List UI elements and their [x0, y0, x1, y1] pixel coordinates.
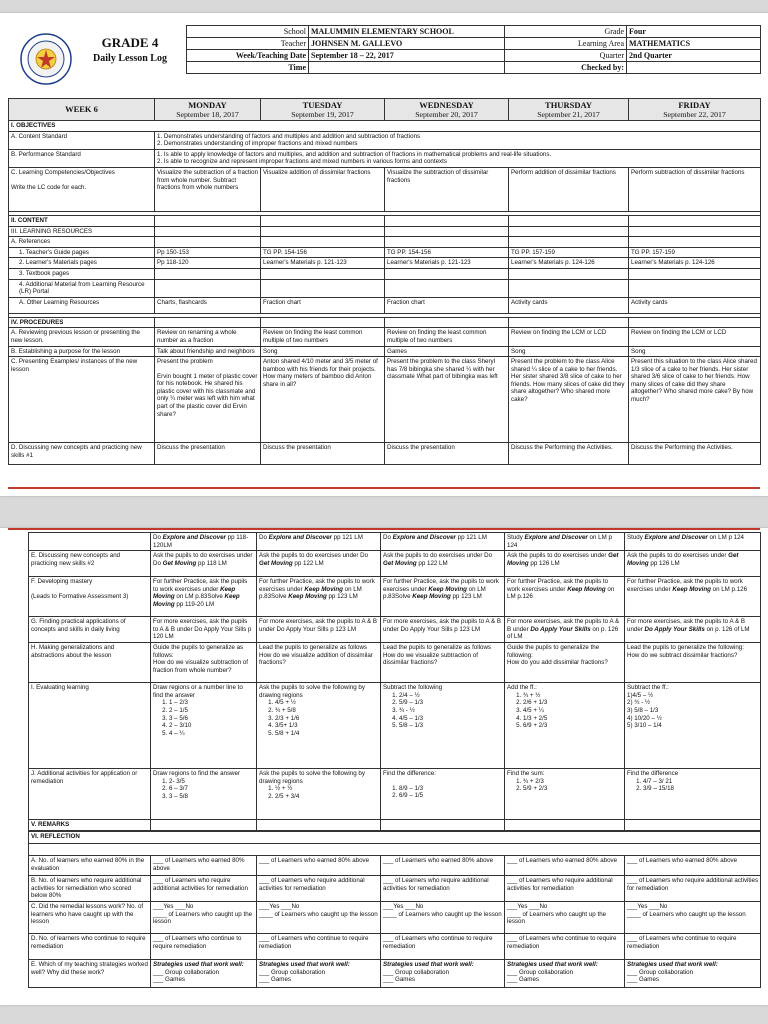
refl-d-monday: ___ of Learners who continue to require remediation — [151, 934, 257, 960]
lm-wednesday: Learner's Materials p. 121-123 — [385, 258, 509, 269]
other-wednesday: Fraction chart — [385, 297, 509, 313]
lesson-log-page-1 — [0, 13, 768, 496]
teacher-label: Teacher — [187, 38, 309, 50]
proc-e-monday: Ask the pupils to do exercises under Do Get Moving pp 118 LM — [151, 551, 257, 577]
proc-f-thursday: For further Practice, ask the pupils to work exercises under Keep Moving on LM p.126 — [505, 577, 625, 617]
log-title: Daily Lesson Log — [93, 53, 167, 64]
checked-label: Checked by: — [505, 62, 627, 74]
checked-value — [627, 62, 761, 74]
header-rule — [8, 528, 760, 530]
refl-b-wednesday: ___ of Learners who require additional activities for remediation — [381, 876, 505, 902]
day-friday: FRIDAY September 22, 2017 — [629, 99, 761, 121]
tg-tuesday: TG PP. 154-156 — [261, 247, 385, 258]
school-label: School — [187, 26, 309, 38]
refl-e-wednesday: Strategies used that work well: ___ Group collaboration ___ Games — [381, 960, 505, 988]
proc-h-thursday: Guide the pupils to generalize the following: How do you add dissimilar fractions? — [505, 643, 625, 683]
proc-b-monday: Talk about friendship and neighbors — [155, 346, 261, 357]
refl-d-wednesday: ___ of Learners who continue to require remediation — [381, 934, 505, 960]
proc-c-monday: Present the problem Ervin bought 1 meter of plastic cover for his notebook. He shared his plastic cover with his classmate and only ¼ meter was left with him what part of the plastic cover did Ervin share? — [155, 357, 261, 443]
refl-c-label: C. Did the remedial lessons work? No. of learners who have caught up with the lesson — [29, 902, 151, 934]
refl-e-tuesday: Strategies used that work well: ___ Group collaboration ___ Games — [257, 960, 381, 988]
refl-b-label: B. No. of learners who require additional activities for remediation who scored below 80% — [29, 876, 151, 902]
tg-wednesday: TG PP. 154-156 — [385, 247, 509, 258]
top-row-friday: Study Explore and Discover on LM p 124 — [625, 533, 761, 551]
proc-j-tuesday: Ask the pupils to solve the following by drawing regions 1. ½ + ½ 2. 2/5 + 3/4 — [257, 769, 381, 831]
references-heading: A. References — [9, 237, 155, 248]
lesson-table-1 — [8, 98, 761, 465]
proc-j-wednesday: Find the difference: 1. 8/9 – 1/3 2. 6/9 – 1/5 — [381, 769, 505, 831]
lm-monday: Pp 118-120 — [155, 258, 261, 269]
refl-a-tuesday: ___ of Learners who earned 80% above — [257, 856, 381, 876]
proc-b-wednesday: Games — [385, 346, 509, 357]
proc-c-thursday: Present the problem to the class Alice shared ¼ slice of a cake to her friends. Her sister shared 3/8 slice of cake to her friends. How many slices of cake did they share altogether? Who shared more cake? — [509, 357, 629, 443]
day-tuesday: TUESDAY September 19, 2017 — [261, 99, 385, 121]
refl-b-thursday: ___ of Learners who require additional activities for remediation — [505, 876, 625, 902]
proc-d-label: D. Discussing new concepts and practicing new skills #1 — [9, 443, 155, 465]
proc-a-monday: Review on renaming a whole number as a fraction — [155, 328, 261, 346]
proc-f-wednesday: For further Practice, ask the pupils to work exercises under Keep Moving on LM p.83Solve Keep Moving pp 123 LM — [381, 577, 505, 617]
proc-j-label: J. Additional activities for application or remediation — [29, 769, 151, 831]
day-monday: MONDAY September 18, 2017 — [155, 99, 261, 121]
proc-g-monday: For more exercises, ask the pupils to A & B under Do Apply Your Sills p 120 LM — [151, 617, 257, 643]
tg-monday: Pp 150-153 — [155, 247, 261, 258]
area-label: Learning Area — [505, 38, 627, 50]
textbook-label: 3. Textbook pages — [9, 268, 155, 279]
competency-wednesday: Visualize the subtraction of dissimilar fractions — [385, 167, 509, 211]
deped-seal — [20, 33, 72, 85]
proc-g-label: G. Finding practical applications of concepts and skills in daily living — [29, 617, 151, 643]
week-label: WEEK 6 — [9, 99, 155, 121]
other-friday: Activity cards — [629, 297, 761, 313]
proc-e-wednesday: Ask the pupils to do exercises under Do Get Moving pp 122 LM — [381, 551, 505, 577]
remarks-heading: V. REMARKS — [29, 820, 761, 832]
proc-a-friday: Review on finding the LCM or LCD — [629, 328, 761, 346]
top-row-thursday: Study Explore and Discover on LM p 124 — [505, 533, 625, 551]
tg-friday: TG PP. 157-159 — [629, 247, 761, 258]
proc-e-label: E. Discussing new concepts and practicing new skills #2 — [29, 551, 151, 577]
objectives-heading: I. OBJECTIVES — [9, 121, 761, 132]
lesson-table-2 — [28, 532, 761, 831]
proc-i-thursday: Add the ff.: 1. ¾ + ½ 2. 2/6 + 1/3 3. 4/5 + ¼ 4. 1/3 + 2/5 5. 6/9 + 2/3 — [505, 683, 625, 769]
proc-h-label: H. Making generalizations and abstractions about the lesson — [29, 643, 151, 683]
proc-d-thursday: Discuss the Performing the Activities. — [509, 443, 629, 465]
reflection-heading: VI. REFLECTION — [29, 832, 761, 844]
top-row-monday: Do Explore and Discover pp 118-120LM — [151, 533, 257, 551]
top-row-tuesday: Do Explore and Discover pp 121 LM — [257, 533, 381, 551]
date-value: September 18 – 22, 2017 — [309, 50, 505, 62]
proc-e-tuesday: Ask the pupils to do exercises under Do Get Moving pp 122 LM — [257, 551, 381, 577]
lm-tuesday: Learner's Materials p. 121-123 — [261, 258, 385, 269]
proc-j-monday: Draw regions to find the answer 1. 2- 3/5 2. 6 – 3/7 3. 3 – 5/8 — [151, 769, 257, 831]
proc-b-friday: Song — [629, 346, 761, 357]
competency-friday: Perform subtraction of dissimilar fractions — [629, 167, 761, 211]
proc-j-friday: Find the difference 1. 4/7 – 3/ 21 2. 3/9 – 15/18 — [625, 769, 761, 831]
time-label: Time — [187, 62, 309, 74]
proc-h-monday: Guide the pupils to generalize as follows: How do we visualize subtraction of fraction from whole number? — [151, 643, 257, 683]
proc-g-thursday: For more exercises, ask the pupils to A & B under Do Apply Your Skills on p. 126 of LM — [505, 617, 625, 643]
other-thursday: Activity cards — [509, 297, 629, 313]
proc-h-friday: Lead the pupils to generalize the following: How do we subtract dissimilar fractions? — [625, 643, 761, 683]
footer-rule — [8, 487, 760, 489]
proc-c-wednesday: Present the problem to the class Sheryl has 7/8 bibingka she shared ¼ with her classmate What part of bibingka was left — [385, 357, 509, 443]
time-value — [309, 62, 505, 74]
proc-c-friday: Present this situation to the class Alice shared 1/3 slice of a cake to her friends. Her sister shared 3/6 slice of cake to her friends. How many slices of cake did they share altogether? Who shared more cake? By how much? — [629, 357, 761, 443]
grade-value: Four — [627, 26, 761, 38]
other-monday: Charts, flashcards — [155, 297, 261, 313]
refl-e-label: E. Which of my teaching strategies worked well? Why did these work? — [29, 960, 151, 988]
refl-a-monday: ___ of Learners who earned 80% above — [151, 856, 257, 876]
lesson-log-page-2 — [0, 528, 768, 1005]
tg-thursday: TG PP. 157-159 — [509, 247, 629, 258]
proc-a-tuesday: Review on finding the least common multiple of two numbers — [261, 328, 385, 346]
refl-a-thursday: ___ of Learners who earned 80% above — [505, 856, 625, 876]
content-standard-text: 1. Demonstrates understanding of factors and multiples and addition and subtraction of fractions 2. Demonstrates understanding of improper fractions and mixed numbers — [155, 131, 761, 149]
school-value: MALUMMIN ELEMENTARY SCHOOL — [309, 26, 505, 38]
performance-standard-label: B. Performance Standard — [9, 149, 155, 167]
proc-g-friday: For more exercises, ask the pupils to A & B under Do Apply Your Skills on p. 126 of LM — [625, 617, 761, 643]
other-tuesday: Fraction chart — [261, 297, 385, 313]
refl-a-friday: ___ of Learners who earned 80% above — [625, 856, 761, 876]
quarter-label: Quarter — [505, 50, 627, 62]
lm-thursday: Learner's Materials p. 124-126 — [509, 258, 629, 269]
quarter-value: 2nd Quarter — [627, 50, 761, 62]
grade-title: GRADE 4 — [101, 35, 159, 50]
content-heading: II. CONTENT — [9, 215, 155, 226]
refl-c-wednesday: ___Yes ___No ____ of Learners who caught up the lesson — [381, 902, 505, 934]
refl-b-monday: ___ of Learners who require additional activities for remediation — [151, 876, 257, 902]
refl-c-thursday: ___Yes ___No ____ of Learners who caught up the lesson — [505, 902, 625, 934]
other-resources-label: A. Other Learning Resources — [9, 297, 155, 313]
spacer-row — [29, 844, 761, 856]
competency-tuesday: Visualize addition of dissimilar fractions — [261, 167, 385, 211]
top-row-label — [29, 533, 151, 551]
proc-j-thursday: Find the sum: 1. ¾ + 2/3 2. 5/9 + 2/3 — [505, 769, 625, 831]
tg-label: 1. Teacher's Guide pages — [9, 247, 155, 258]
competency-monday: Visualize the subtraction of a fraction from whole number. Subtract fractions from whole numbers — [155, 167, 261, 211]
refl-e-friday: Strategies used that work well: ___ Group collaboration ___ Games — [625, 960, 761, 988]
proc-i-monday: Draw regions or a number line to find the answer 1. 1 – 2/3 2. 2 – 1/5 3. 3 – 5/6 4. 2 – 3/10 5. 4 – ¼ — [151, 683, 257, 769]
refl-d-tuesday: ___ of Learners who continue to require remediation — [257, 934, 381, 960]
proc-f-monday: For further Practice, ask the pupils to work exercises under Keep Moving on LM p.83Solve Keep Moving pp 119-20 LM — [151, 577, 257, 617]
refl-b-tuesday: ___ of Learners who require additional activities for remediation — [257, 876, 381, 902]
additional-material-label: 4. Additional Material from Learning Resource (LR) Portal — [9, 279, 155, 297]
proc-a-thursday: Review on finding the LCM or LCD — [509, 328, 629, 346]
performance-standard-text: 1. Is able to apply knowledge of factors and multiples, and addition and subtraction of fractions in mathematical problems and real-life situations. 2. Is able to recognize and represent improper fractions and mixed numbers in various forms and contexts — [155, 149, 761, 167]
refl-d-friday: ___ of Learners who continue to require remediation — [625, 934, 761, 960]
refl-a-label: A. No. of learners who earned 80% in the evaluation — [29, 856, 151, 876]
proc-g-wednesday: For more exercises, ask the pupils to A & B under Do Apply Your Sills p 123 LM — [381, 617, 505, 643]
area-value: MATHEMATICS — [627, 38, 761, 50]
grade-label: Grade — [505, 26, 627, 38]
reflection-table — [28, 819, 761, 988]
proc-d-wednesday: Discuss the presentation — [385, 443, 509, 465]
refl-d-label: D. No. of learners who continue to require remediation — [29, 934, 151, 960]
lm-label: 2. Learner's Materials pages — [9, 258, 155, 269]
refl-c-monday: ___Yes ___No ____ of Learners who caught up the lesson — [151, 902, 257, 934]
proc-b-label: B. Establishing a purpose for the lesson — [9, 346, 155, 357]
day-thursday: THURSDAY September 21, 2017 — [509, 99, 629, 121]
proc-g-tuesday: For more exercises, ask the pupils to A & B under Do Apply Your Sills p 123 LM — [257, 617, 381, 643]
proc-e-friday: Ask the pupils to do exercises under Get Moving pp 126 LM — [625, 551, 761, 577]
learning-resources-heading: III. LEARNING RESOURCES — [9, 226, 155, 237]
lm-friday: Learner's Materials p. 124-126 — [629, 258, 761, 269]
proc-a-wednesday: Review on finding the least common multiple of two numbers — [385, 328, 509, 346]
proc-f-tuesday: For further Practice, ask the pupils to work exercises under Keep Moving on LM p.83Solve Keep Moving pp 123 LM — [257, 577, 381, 617]
proc-i-label: I. Evaluating learning — [29, 683, 151, 769]
proc-d-monday: Discuss the presentation — [155, 443, 261, 465]
proc-f-label: F. Developing mastery (Leads to Formative Assessment 3) — [29, 577, 151, 617]
competency-thursday: Perform addition of dissimilar fractions — [509, 167, 629, 211]
proc-e-thursday: Ask the pupils to do exercises under Get Moving pp 126 LM — [505, 551, 625, 577]
refl-a-wednesday: ___ of Learners who earned 80% above — [381, 856, 505, 876]
proc-i-tuesday: Ask the pupils to solve the following by drawing regions 1. 4/5 + ½ 2. ¾ + 5/8 3. 2/3 + 1/6 4. 3/5+ 1/3 5. 5/8 + 1/4 — [257, 683, 381, 769]
proc-b-tuesday: Song — [261, 346, 385, 357]
teacher-value: JOHNSEN M. GALLEVO — [309, 38, 505, 50]
proc-d-tuesday: Discuss the presentation — [261, 443, 385, 465]
proc-i-wednesday: Subtract the following 1. 2/4 – ½ 2. 5/9 – 1/3 3. ¾ - ½ 4. 4/5 – 1/3 5. 5/8 – 1/3 — [381, 683, 505, 769]
proc-h-tuesday: Lead the pupils to generalize as follows How do we visualize addition of dissimilar fractions? — [257, 643, 381, 683]
header-table — [186, 25, 761, 74]
proc-b-thursday: Song — [509, 346, 629, 357]
proc-c-tuesday: Anton shared 4/10 meter and 3/5 meter of bamboo with his friends for their projects. How many meters of bamboo did Anton share in all? — [261, 357, 385, 443]
refl-e-monday: Strategies used that work well: ___ Group collaboration ___ Games — [151, 960, 257, 988]
proc-i-friday: Subtract the ff.: 1)4/5 – ½ 2) ¾ - ½ 3) 5/8 – 1/3 4) 10/20 – ½ 5) 3/10 – 1/4 — [625, 683, 761, 769]
date-label: Week/Teaching Date — [187, 50, 309, 62]
proc-d-friday: Discuss the Performing the Activities. — [629, 443, 761, 465]
procedures-heading: IV. PROCEDURES — [9, 317, 155, 328]
proc-c-label: C. Presenting Examples/ instances of the new lesson — [9, 357, 155, 443]
competencies-label: C. Learning Competencies/Objectives Write the LC code for each. — [9, 167, 155, 211]
day-wednesday: WEDNESDAY September 20, 2017 — [385, 99, 509, 121]
content-standard-label: A. Content Standard — [9, 131, 155, 149]
proc-h-wednesday: Lead the pupils to generalize as follows How do we visualize subtraction of dissimilar fractions? — [381, 643, 505, 683]
proc-a-label: A. Reviewing previous lesson or presenting the new lesson. — [9, 328, 155, 346]
proc-f-friday: For further Practice, ask the pupils to work exercises under Keep Moving on LM p.126 — [625, 577, 761, 617]
refl-e-thursday: Strategies used that work well: ___ Group collaboration ___ Games — [505, 960, 625, 988]
refl-d-thursday: ___ of Learners who continue to require remediation — [505, 934, 625, 960]
refl-b-friday: ___ of Learners who require additional activities for remediation — [625, 876, 761, 902]
refl-c-friday: ___Yes ___No ____ of Learners who caught up the lesson — [625, 902, 761, 934]
refl-c-tuesday: ___Yes ___No ____ of Learners who caught up the lesson — [257, 902, 381, 934]
top-row-wednesday: Do Explore and Discover pp 121 LM — [381, 533, 505, 551]
